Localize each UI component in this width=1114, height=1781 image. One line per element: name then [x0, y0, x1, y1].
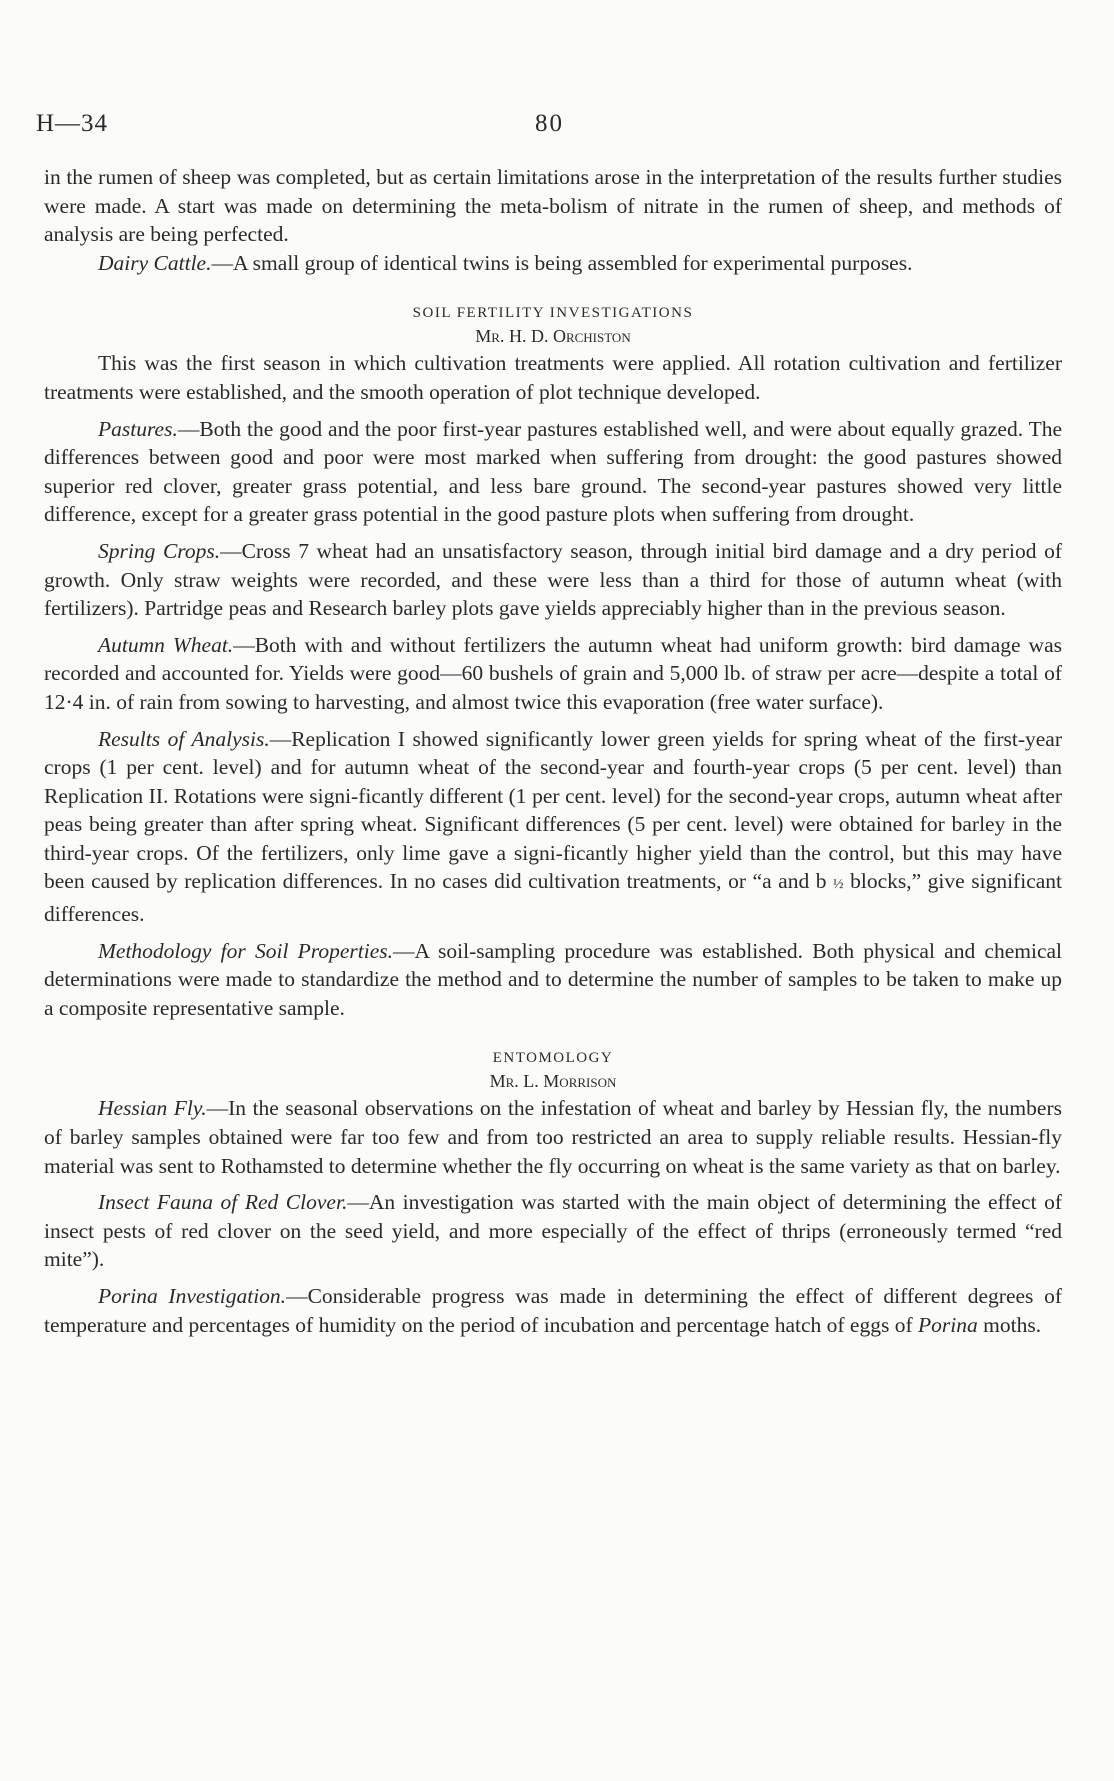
results-text-a: —Replication I showed significantly lower green yields for spring wheat of the first-year crops (1 per cent. level) and for autumn wheat of the second-year and fourth-year crops (5 per cent. level) than Replication II. Rotations were signi-ficantly different (1 per cent. level) for the second-year crops, autumn wheat after peas being greater than after spring wheat. Significant differences (5 per cent. level) were obtained for barley in the third-year crops. Of the fertilizers, only lime gave a signi-ficantly higher yield than the control, but this may have been caused by replication differences. In no cases did cultivation treatments, or “a and b	[44, 726, 1062, 894]
autumn-wheat-heading: Autumn Wheat.	[98, 632, 234, 657]
page-header	[0, 110, 1114, 150]
insect-fauna-paragraph	[44, 1188, 1062, 1274]
spring-crops-text: —Cross 7 wheat had an unsatisfactory season, through initial bird damage and a dry period of growth. Only straw weights were recorded, and these were less than a third for those of autumn wheat (with fertilizers). Partridge peas and Research barley plots gave yields appreciably higher than in the previous season.	[44, 538, 1062, 621]
results-text-b: blocks,” give significant differences.	[44, 869, 1063, 927]
pastures-text: —Both the good and the poor first-year pastures established well, and were about equally grazed. The differences between good and poor were most marked when suffering from drought: the good pastures showed superior red clover, greater grass potential, and less bare ground. The second-year pastures showed very little difference, except for a greater grass potential in the good pasture plots when suffering from drought.	[44, 416, 1062, 527]
soil-section-heading: SOIL FERTILITY INVESTIGATIONS	[412, 305, 694, 322]
dairy-text: —A small group of identical twins is being assembled for experimental purposes.	[211, 250, 913, 275]
porina-text-a: —Considerable progress was made in determining the effect of different degrees of temperature and percentages of humidity on the period of incubation and percentage hatch of eggs of	[44, 1284, 1063, 1337]
hessian-fly-heading: Hessian Fly.	[98, 1096, 207, 1121]
page-number: 80	[535, 110, 564, 137]
hessian-fly-text: —In the seasonal observations on the infestation of wheat and barley by Hessian fly, the numbers of barley samples obtained were far too few and from too restricted an area to supply reliable results. Hessian-fly material was sent to Rothamsted to determine whether the fly occurring on wheat is the same variety as that on barley.	[44, 1096, 1062, 1178]
autumn-wheat-text: —Both with and without fertilizers the autumn wheat had uniform growth: bird damage was recorded and accounted for. Yields were good—60 bushels of grain and 5,000 lb. of straw per acre—despite a total of 12·4 in. of rain from sowing to harvesting, and almost twice this evaporation (free water surface).	[44, 632, 1062, 714]
results-heading: Results of Analysis.	[98, 726, 270, 751]
dairy-paragraph	[44, 249, 1062, 278]
spring-crops-heading: Spring Crops.	[98, 538, 221, 563]
results-paragraph	[44, 725, 1062, 929]
spring-crops-paragraph	[44, 537, 1062, 623]
entomology-section-heading: ENTOMOLOGY	[492, 1050, 614, 1067]
methodology-heading: Methodology for Soil Properties.	[98, 938, 393, 963]
porina-italic-word: Porina	[918, 1312, 978, 1337]
methodology-paragraph	[44, 937, 1062, 1023]
pastures-heading: Pastures.	[98, 416, 178, 441]
soil-intro-paragraph: This was the first season in which cultivation treatments were applied. All rotation cultivation and fertilizer treatments were established, and the smooth operation of plot technique developed.	[44, 351, 1062, 404]
soil-byline: Mr. H. D. Orchiston	[475, 326, 631, 347]
insect-fauna-text: —An investigation was started with the main object of determining the effect of insect pests of red clover on the seed yield, and more especially of the effect of thrips (erroneously termed “red mite”).	[44, 1190, 1062, 1272]
document-code: H—34	[36, 110, 109, 137]
entomology-byline: Mr. L. Morrison	[489, 1071, 617, 1092]
intro-paragraph: in the rumen of sheep was completed, but as certain limitations arose in the interpretation of the results further studies were made. A start was made on determining the meta-bolism of nitrate in the rumen of sheep, and methods of analysis are being perfected.	[44, 165, 1062, 247]
hessian-fly-paragraph	[44, 1094, 1062, 1180]
autumn-wheat-paragraph	[44, 631, 1062, 717]
porina-paragraph	[44, 1282, 1062, 1339]
insect-fauna-heading: Insect Fauna of Red Clover.	[98, 1190, 348, 1215]
porina-heading: Porina Investigation.	[98, 1284, 287, 1308]
porina-text-b: moths.	[983, 1312, 1042, 1337]
pastures-paragraph	[44, 415, 1062, 529]
body-text	[44, 163, 1062, 1339]
dairy-heading: Dairy Cattle.	[98, 250, 212, 275]
results-fraction: ½	[833, 877, 844, 893]
methodology-text: —A soil-sampling procedure was established. Both physical and chemical determinations were made to standardize the method and to determine the number of samples to be taken to make up a composite representative sample.	[44, 938, 1063, 1020]
